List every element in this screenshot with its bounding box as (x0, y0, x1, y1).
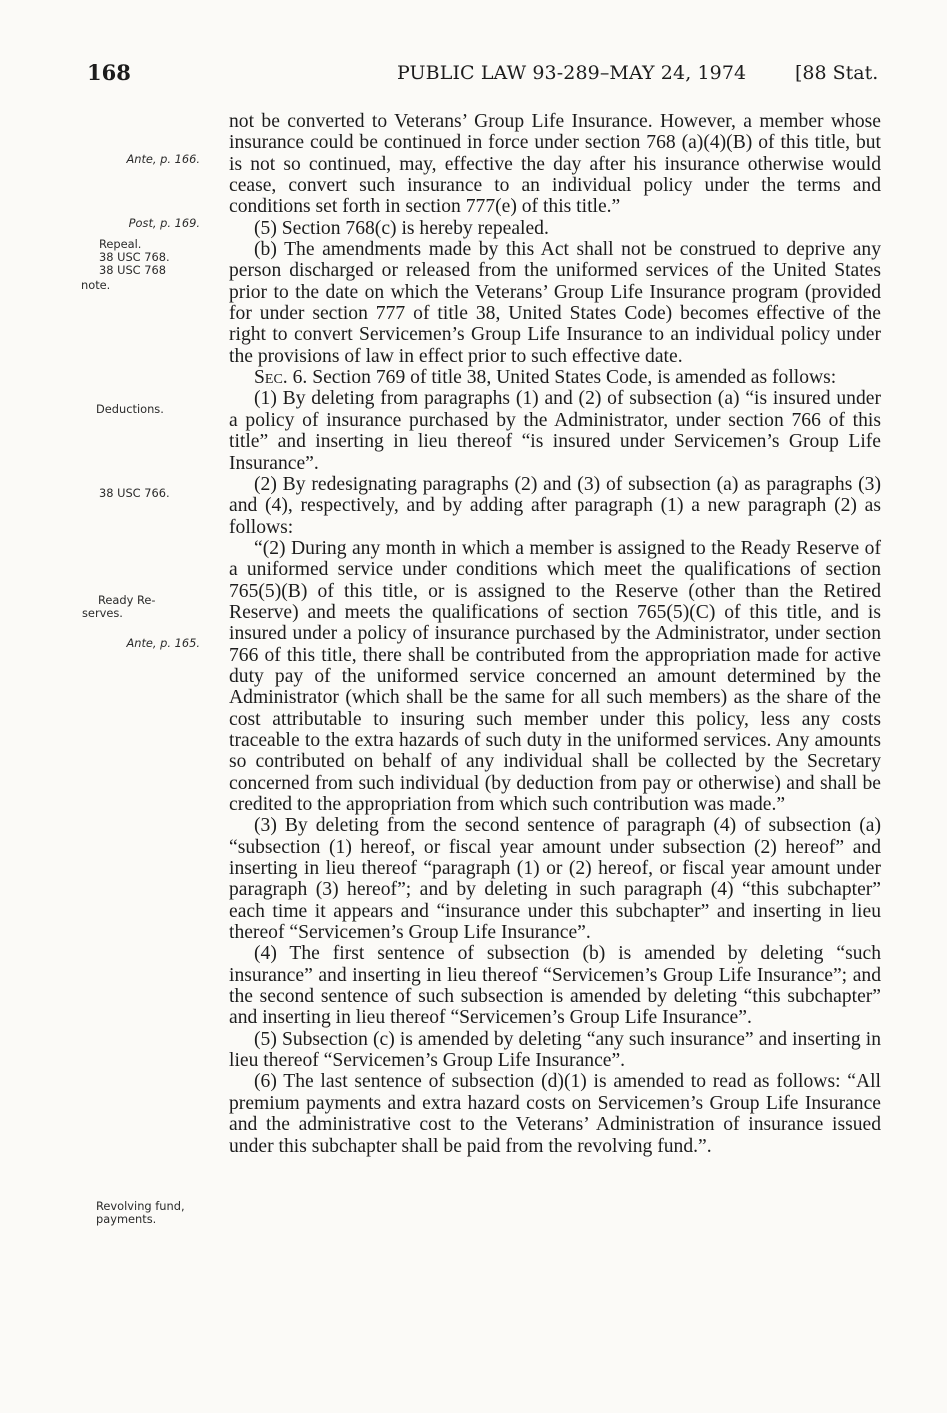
paragraph-1: (1) By deleting from paragraphs (1) and (2) of subsection (a) “is insured under a policy of insurance purchased by the Administrator, under section 766 of this title” and inserting in lieu thereof “is insured under Servicemen’s Group Life Insurance”. (229, 388, 881, 474)
running-head-title: PUBLIC LAW 93-289–MAY 24, 1974 (397, 62, 747, 84)
paragraph-2: (2) By redesignating paragraphs (2) and (3) of subsection (a) as paragraphs (3) and (4), respectively, and by adding after paragraph (1) a new paragraph (2) as follows: (229, 473, 881, 538)
margin-note-usc-766: 38 USC 766. (99, 486, 170, 500)
paragraph-5: (5) Subsection (c) is amended by deleting “any such insurance” and inserting in lieu thereof “Servicemen’s Group Life Insurance”. (229, 1028, 881, 1072)
margin-note-post-169: Post, p. 169. (128, 216, 200, 230)
margin-note-usc-768-note-line1: 38 USC 768 (99, 263, 166, 277)
margin-note-ready-reserves-line1: Ready Re- (98, 593, 156, 607)
section-6-text: Section 769 of title 38, United States Code, is amended as follows: (312, 367, 837, 389)
paragraph-new-2: “(2) During any month in which a member is assigned to the Ready Reserve of a uniformed service under conditions which meet the qualifications of section 765(5)(B) of this title, or is assigned to the Reserve (other than the Retired Reserve) and meets the qualifications of section 765(5)(C) of this title, and is insured under a policy of insurance purchased by the Administrator, under section 766 of this title, there shall be contributed from the appropriation made for active duty pay of the uniformed service concerned an amount determined by the Administrator (which shall be the same for all such members) as the share of the cost attributable to insuring such member under this policy, less any costs traceable to the extra hazards of such duty in the uniformed services. Any amounts so contributed on behalf of any individual shall be collected by the Secretary concerned from such individual (by deduction from pay or otherwise) and shall be credited to the appropriation from which such contribution was made.” (229, 537, 881, 815)
margin-note-revolving-line1: Revolving fund, (96, 1199, 185, 1213)
paragraph-3: (3) By deleting from the second sentence of paragraph (4) of subsection (a) “subsection (1) hereof, or fiscal year amount under subsection (2) hereof” and inserting in lieu thereof “paragraph (1) or (2) hereof, or fiscal year amount under paragraph (3) hereof”; and by deleting in such paragraph (4) “this subchapter” each time it appears and “insurance under this subchapter” and inserting in lieu thereof “Servicemen’s Group Life Insurance”. (229, 815, 881, 944)
paragraph-a5: (5) Section 768(c) is hereby repealed. (254, 217, 549, 239)
paragraph-b: (b) The amendments made by this Act shall not be construed to deprive any person discharged or released from the uniformed services of the United States prior to the date on which the Veterans’ Group Life Insurance program (provided for under section 777 of title 38, United States Code) becomes effective of the right to convert Servicemen’s Group Life Insurance to an individual policy under the provisions of law in effect prior to such effective date. (229, 239, 881, 367)
paragraph-continuation: not be converted to Veterans’ Group Life Insurance. However, a member whose insurance could be continued in force under section 768 (a)(4)(B) of this title, but is not so continued, may, effective the day after his insurance otherwise would cease, convert such insurance to an individual policy under the terms and conditions set forth in section 777(e) of this title.” (229, 111, 881, 218)
section-6-intro (229, 367, 881, 388)
paragraph-4: (4) The first sentence of subsection (b) is amended by deleting “such insurance” and inserting in lieu thereof “Servicemen’s Group Life Insurance”; and the second sentence of such subsection is amended by deleting “this subchapter” and inserting in lieu thereof “Servicemen’s Group Life Insurance”. (229, 943, 881, 1029)
margin-note-revolving-line2: payments. (96, 1212, 157, 1226)
paragraph-6: (6) The last sentence of subsection (d)(1) is amended to read as follows: “All premium payments and extra hazard costs on Servicemen’s Group Life Insurance and the administrative cost to the Veterans’ Administration of insurance issued under this subchapter shall be paid from the revolving fund.”. (229, 1071, 881, 1157)
section-label: Sec. 6. (254, 367, 308, 389)
margin-note-usc-768-note-line2: note. (81, 278, 111, 292)
page-number: 168 (87, 60, 131, 85)
margin-note-deductions: Deductions. (96, 402, 164, 416)
body-text (229, 111, 881, 1157)
statute-volume: [88 Stat. (795, 62, 879, 84)
margin-note-repeal: Repeal. (99, 237, 142, 251)
margin-note-ready-reserves-line2: serves. (82, 606, 123, 620)
margin-note-usc-768: 38 USC 768. (99, 250, 170, 264)
margin-note-ante-165: Ante, p. 165. (126, 636, 200, 650)
margin-note-ante-166: Ante, p. 166. (126, 152, 200, 166)
